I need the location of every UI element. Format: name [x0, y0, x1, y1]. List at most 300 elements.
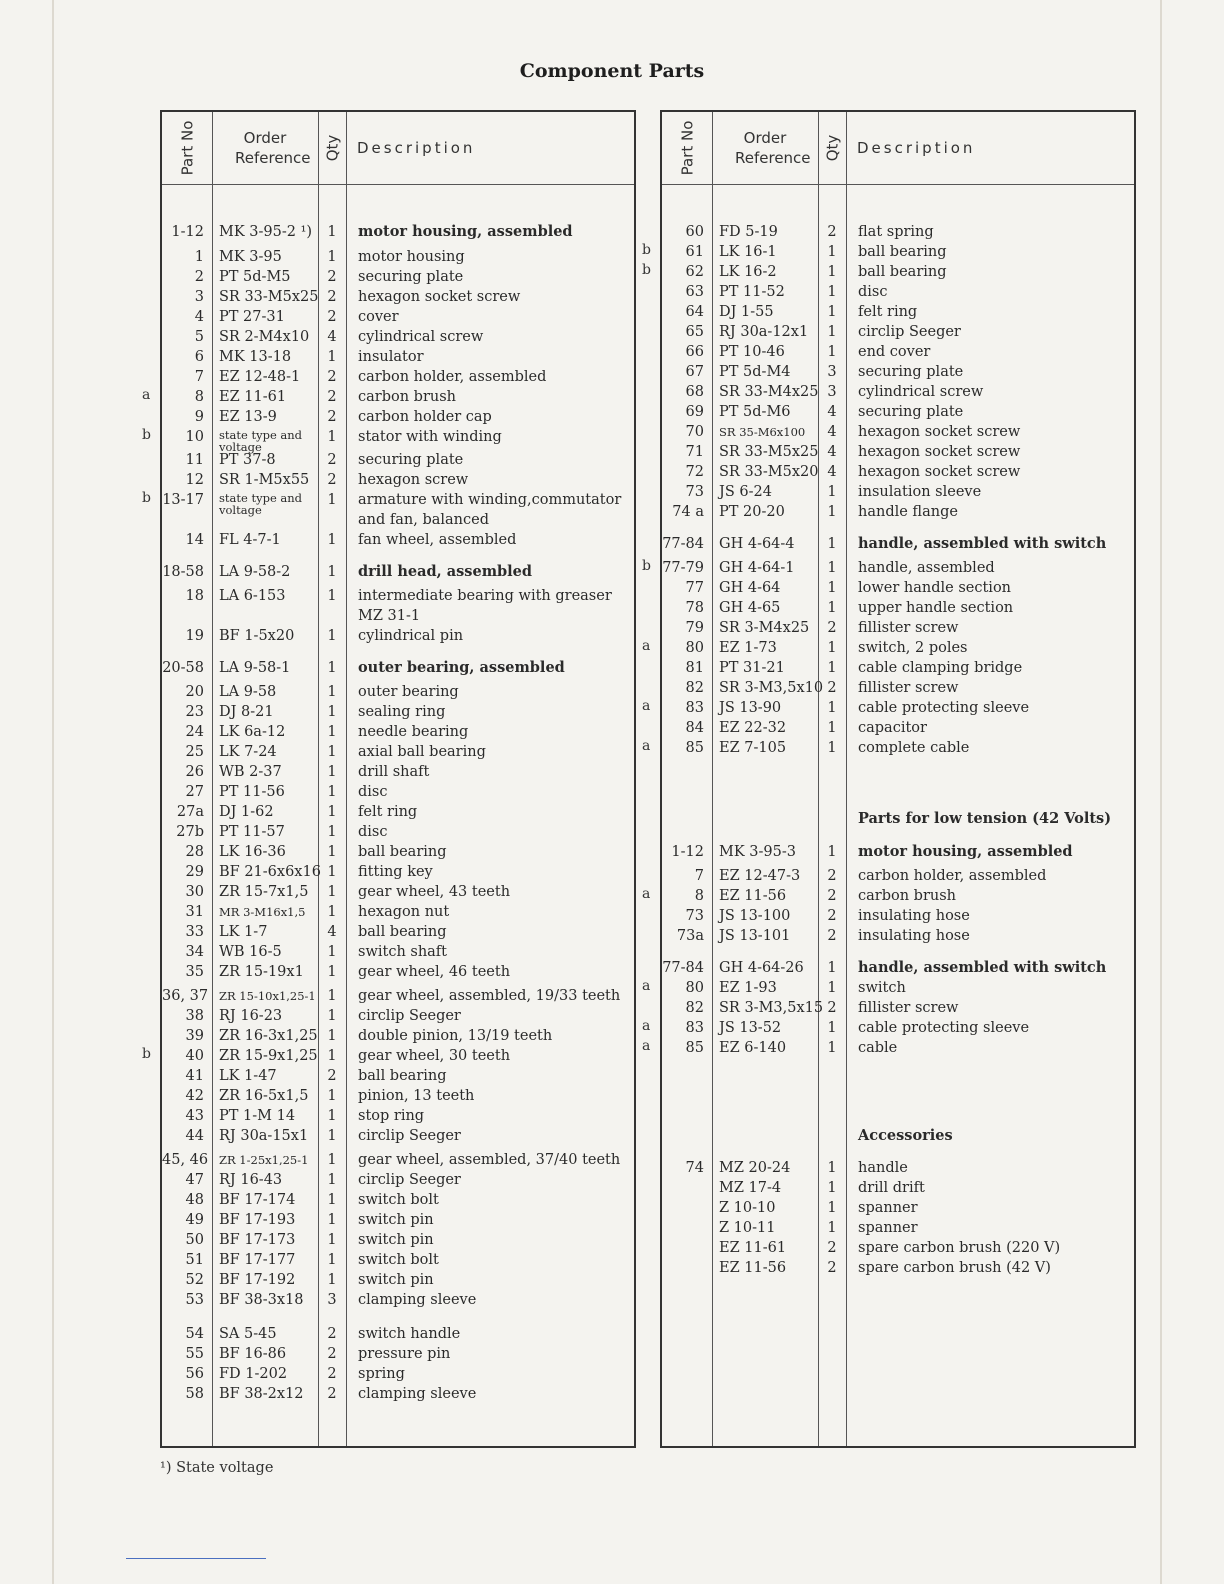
description: sealing ring	[358, 704, 446, 720]
description: end cover	[858, 344, 931, 360]
part-number: 38	[185, 1008, 204, 1024]
left-parts-row	[162, 586, 634, 624]
parts-table-left	[160, 110, 636, 1448]
order-reference: LA 9-58	[219, 684, 277, 700]
part-number: 24	[185, 724, 204, 740]
low-tension-row	[662, 958, 1134, 978]
part-number: 6	[194, 349, 204, 365]
part-number: 27a	[176, 804, 204, 820]
part-number: 9	[194, 409, 204, 425]
right-parts-row	[662, 422, 1134, 442]
part-number: 1-12	[671, 844, 704, 860]
accessory-row	[662, 1238, 1134, 1258]
quantity: 4	[327, 924, 337, 940]
part-number: 14	[185, 532, 204, 548]
description: insulating hose	[858, 928, 970, 944]
part-number: 23	[185, 704, 204, 720]
right-parts-row	[662, 598, 1134, 618]
quantity: 1	[327, 1088, 337, 1104]
order-reference: SR 1-M5x55	[219, 472, 310, 488]
description: carbon brush	[358, 389, 456, 405]
part-number: 68	[685, 384, 704, 400]
quantity: 1	[327, 1272, 337, 1288]
part-number: 81	[685, 660, 704, 676]
left-parts-row	[162, 1086, 634, 1106]
quantity: 1	[827, 640, 837, 656]
left-parts-row	[162, 427, 634, 454]
quantity: 2	[827, 1000, 837, 1016]
description: handle, assembled with switch	[858, 535, 1107, 552]
part-number: 80	[685, 980, 704, 996]
description: fillister screw	[858, 620, 959, 636]
description: axial ball bearing	[358, 744, 486, 760]
part-number: 18	[185, 588, 204, 604]
description: carbon brush	[858, 888, 956, 904]
description: switch pin	[358, 1232, 434, 1248]
left-parts-row	[162, 287, 634, 307]
part-number: 78	[685, 600, 704, 616]
part-number: 54	[185, 1326, 204, 1342]
right-parts-row	[662, 558, 1134, 578]
quantity: 1	[327, 824, 337, 840]
order-reference: PT 11-56	[219, 784, 285, 800]
quantity: 2	[327, 1366, 337, 1382]
order-reference: EZ 11-61	[719, 1240, 787, 1256]
quantity: 2	[327, 269, 337, 285]
quantity: 2	[327, 309, 337, 325]
order-reference: JS 13-52	[719, 1020, 782, 1036]
part-number: 77	[685, 580, 704, 596]
right-parts-row	[662, 382, 1134, 402]
order-reference: MK 3-95-3	[719, 844, 796, 860]
low-tension-row	[662, 886, 1134, 906]
order-reference: BF 17-193	[219, 1212, 296, 1228]
part-number: 69	[685, 404, 704, 420]
part-number: 40	[185, 1048, 204, 1064]
left-parts-row	[162, 1150, 634, 1170]
description: gear wheel, assembled, 37/40 teeth	[358, 1152, 621, 1168]
order-reference: EZ 13-9	[219, 409, 277, 425]
order-reference: LA 9-58-2	[219, 564, 291, 580]
order-reference: state type and voltage	[219, 428, 303, 454]
description: securing plate	[358, 452, 464, 468]
part-number: 30	[185, 884, 204, 900]
order-reference: SR 33-M5x20	[719, 464, 819, 480]
description: insulation sleeve	[858, 484, 982, 500]
quantity: 1	[327, 904, 337, 920]
quantity: 2	[327, 289, 337, 305]
quantity: 2	[827, 928, 837, 944]
right-parts-row	[662, 442, 1134, 462]
description: hexagon nut	[358, 904, 450, 920]
header-order-reference: Order Reference	[735, 129, 811, 167]
part-number: 2	[194, 269, 204, 285]
part-number: 27b	[176, 824, 204, 840]
description: needle bearing	[358, 724, 469, 740]
part-number: 42	[185, 1088, 204, 1104]
quantity: 2	[327, 452, 337, 468]
part-number: 79	[685, 620, 704, 636]
margin-mark: a	[642, 1038, 651, 1054]
order-reference: BF 38-3x18	[219, 1292, 304, 1308]
order-reference: GH 4-65	[719, 600, 781, 616]
description: spanner	[858, 1220, 918, 1236]
description: intermediate bearing with greaser	[358, 588, 612, 604]
part-number: 74 a	[672, 504, 704, 520]
left-parts-row	[162, 862, 634, 882]
description: cable protecting sleeve	[858, 700, 1030, 716]
description: ball bearing	[858, 244, 947, 260]
low-tension-row	[662, 842, 1134, 862]
quantity: 1	[327, 1152, 337, 1168]
description: motor housing, assembled	[358, 223, 573, 240]
description: drill head, assembled	[358, 563, 533, 580]
quantity: 1	[327, 1048, 337, 1064]
quantity: 2	[827, 620, 837, 636]
low-tension-row	[662, 1018, 1134, 1038]
right-parts-row	[662, 534, 1134, 554]
order-reference: MK 3-95	[219, 249, 282, 265]
order-reference: WB 16-5	[219, 944, 282, 960]
left-parts-row	[162, 307, 634, 327]
left-parts-row	[162, 702, 634, 722]
description: spanner	[858, 1200, 918, 1216]
left-parts-row	[162, 1210, 634, 1230]
quantity: 1	[327, 249, 337, 265]
part-number: 52	[185, 1272, 204, 1288]
quantity: 1	[827, 660, 837, 676]
order-reference: LK 16-36	[219, 844, 286, 860]
part-number: 72	[685, 464, 704, 480]
accessory-row	[662, 1258, 1134, 1278]
order-reference: JS 6-24	[719, 484, 772, 500]
order-reference: BF 1-5x20	[219, 628, 295, 644]
margin-mark: b	[142, 427, 151, 443]
part-number: 60	[685, 224, 704, 240]
description: circlip Seeger	[858, 324, 961, 340]
left-parts-row	[162, 822, 634, 842]
order-reference: LA 6-153	[219, 588, 286, 604]
description: securing plate	[858, 364, 964, 380]
quantity: 2	[827, 224, 837, 240]
page-edge-right	[1160, 0, 1162, 1584]
order-reference: BF 17-192	[219, 1272, 296, 1288]
order-reference: BF 17-173	[219, 1232, 296, 1248]
quantity: 2	[827, 1260, 837, 1276]
order-reference: EZ 12-48-1	[219, 369, 301, 385]
description: pinion, 13 teeth	[358, 1088, 475, 1104]
left-parts-row	[162, 1290, 634, 1310]
description: switch shaft	[358, 944, 448, 960]
left-parts-row	[162, 327, 634, 347]
order-reference: SR 35-M6x100	[719, 425, 806, 439]
description: felt ring	[858, 304, 918, 320]
quantity: 1	[827, 284, 837, 300]
left-parts-row	[162, 902, 634, 922]
right-parts-row	[662, 678, 1134, 698]
quantity: 2	[327, 1386, 337, 1402]
description: fillister screw	[858, 680, 959, 696]
description: upper handle section	[858, 600, 1014, 616]
description: cable	[858, 1040, 898, 1056]
quantity: 2	[327, 389, 337, 405]
description: handle	[858, 1160, 908, 1176]
left-parts-row	[162, 1344, 634, 1364]
order-reference: EZ 1-93	[719, 980, 777, 996]
order-reference: EZ 1-73	[719, 640, 777, 656]
margin-mark: a	[142, 387, 151, 403]
quantity: 3	[827, 364, 837, 380]
order-reference: FD 5-19	[719, 224, 778, 240]
part-number: 48	[185, 1192, 204, 1208]
part-number: 77-79	[662, 560, 704, 576]
description: armature with winding,commutator	[358, 492, 622, 508]
order-reference: EZ 22-32	[719, 720, 787, 736]
right-parts-row	[662, 362, 1134, 382]
header-part-no: Part No	[678, 120, 696, 176]
description: spring	[358, 1366, 405, 1382]
quantity: 1	[327, 864, 337, 880]
right-parts-row	[662, 342, 1134, 362]
left-parts-row	[162, 1106, 634, 1126]
order-reference: MK 13-18	[219, 349, 292, 365]
quantity: 1	[327, 1128, 337, 1144]
order-reference: JS 13-101	[719, 928, 791, 944]
description: gear wheel, 30 teeth	[358, 1048, 511, 1064]
order-reference: FD 1-202	[219, 1366, 288, 1382]
description: insulator	[358, 349, 424, 365]
header-qty: Qty	[822, 134, 841, 162]
order-reference: EZ 12-47-3	[719, 868, 801, 884]
order-reference: PT 1-M 14	[219, 1108, 296, 1124]
left-parts-row	[162, 222, 634, 242]
left-parts-row	[162, 942, 634, 962]
description: switch handle	[358, 1326, 461, 1342]
header-part-no: Part No	[178, 120, 196, 176]
order-reference: state type and voltage	[219, 491, 303, 517]
order-reference: MR 3-M16x1,5	[219, 905, 306, 919]
description: gear wheel, 46 teeth	[358, 964, 511, 980]
left-parts-row	[162, 490, 634, 528]
order-reference: SR 3-M4x25	[719, 620, 810, 636]
margin-mark: b	[642, 262, 651, 278]
right-parts-row	[662, 658, 1134, 678]
quantity: 2	[827, 888, 837, 904]
order-reference: SA 5-45	[219, 1326, 277, 1342]
order-reference: MZ 20-24	[719, 1160, 791, 1176]
quantity: 1	[327, 944, 337, 960]
quantity: 1	[327, 764, 337, 780]
order-reference: RJ 16-43	[219, 1172, 283, 1188]
part-number: 85	[685, 740, 704, 756]
part-number: 66	[685, 344, 704, 360]
description: flat spring	[858, 224, 934, 240]
order-reference: EZ 11-56	[719, 888, 787, 904]
part-number: 12	[185, 472, 204, 488]
description: switch	[858, 980, 906, 996]
margin-mark: a	[642, 638, 651, 654]
order-reference: PT 20-20	[719, 504, 785, 520]
quantity: 1	[827, 264, 837, 280]
right-parts-row	[662, 242, 1134, 262]
quantity: 1	[327, 1008, 337, 1024]
order-reference: PT 5d-M5	[219, 269, 291, 285]
low-tension-row	[662, 998, 1134, 1018]
part-number: 85	[685, 1040, 704, 1056]
part-number: 18-58	[162, 564, 204, 580]
part-number: 19	[185, 628, 204, 644]
description: handle, assembled with switch	[858, 959, 1107, 976]
description: cover	[358, 309, 399, 325]
header-description: Description	[357, 139, 476, 157]
quantity: 1	[827, 960, 837, 976]
quantity: 1	[827, 740, 837, 756]
quantity: 1	[827, 536, 837, 552]
part-number: 61	[685, 244, 704, 260]
description: carbon holder, assembled	[358, 369, 547, 385]
description: hexagon socket screw	[358, 289, 521, 305]
order-reference: Z 10-11	[719, 1220, 776, 1236]
part-number: 71	[685, 444, 704, 460]
right-parts-row	[662, 718, 1134, 738]
right-parts-row	[662, 698, 1134, 718]
description: cable clamping bridge	[858, 660, 1023, 676]
order-reference: LK 7-24	[219, 744, 277, 760]
quantity: 1	[327, 784, 337, 800]
part-number: 35	[185, 964, 204, 980]
part-number: 11	[185, 452, 204, 468]
part-number: 36, 37	[162, 988, 209, 1004]
right-parts-row	[662, 402, 1134, 422]
order-reference: Z 10-10	[719, 1200, 776, 1216]
left-parts-row	[162, 1126, 634, 1146]
right-parts-row	[662, 618, 1134, 638]
part-number: 31	[185, 904, 204, 920]
order-reference: BF 21-6x6x16	[219, 864, 321, 880]
description-continued: and fan, balanced	[358, 512, 489, 528]
left-parts-row	[162, 1250, 634, 1270]
left-parts-row	[162, 562, 634, 582]
order-reference: PT 5d-M4	[719, 364, 791, 380]
order-reference: EZ 11-61	[219, 389, 287, 405]
order-reference: EZ 11-56	[719, 1260, 787, 1276]
order-reference: BF 17-177	[219, 1252, 296, 1268]
description: complete cable	[858, 740, 970, 756]
part-number: 56	[185, 1366, 204, 1382]
left-parts-row	[162, 1170, 634, 1190]
left-parts-row	[162, 782, 634, 802]
part-number: 51	[185, 1252, 204, 1268]
order-reference: EZ 6-140	[719, 1040, 787, 1056]
left-parts-row	[162, 387, 634, 407]
order-reference: SR 33-M5x25	[219, 289, 319, 305]
quantity: 1	[327, 724, 337, 740]
quantity: 1	[327, 224, 337, 240]
part-number: 64	[685, 304, 704, 320]
accessories-heading: Accessories	[858, 1127, 953, 1144]
order-reference: LK 1-7	[219, 924, 268, 940]
order-reference: SR 2-M4x10	[219, 329, 310, 345]
part-number: 7	[694, 868, 704, 884]
margin-mark: b	[142, 1046, 151, 1062]
page-edge-left	[52, 0, 54, 1584]
quantity: 1	[827, 1200, 837, 1216]
quantity: 2	[827, 868, 837, 884]
description: motor housing, assembled	[858, 843, 1073, 860]
description: cylindrical pin	[358, 628, 464, 644]
left-parts-row	[162, 1364, 634, 1384]
low-tension-heading: Parts for low tension (42 Volts)	[858, 810, 1112, 827]
description: fillister screw	[858, 1000, 959, 1016]
quantity: 4	[827, 464, 837, 480]
quantity: 4	[827, 404, 837, 420]
quantity: 2	[327, 472, 337, 488]
left-parts-row	[162, 470, 634, 490]
right-parts-row	[662, 578, 1134, 598]
order-reference: EZ 7-105	[719, 740, 787, 756]
part-number: 62	[685, 264, 704, 280]
quantity: 1	[827, 560, 837, 576]
description: clamping sleeve	[358, 1386, 477, 1402]
order-reference: RJ 30a-15x1	[219, 1128, 309, 1144]
order-reference: DJ 1-62	[219, 804, 274, 820]
accessory-row	[662, 1218, 1134, 1238]
order-reference: SR 3-M3,5x15	[719, 1000, 824, 1016]
left-parts-row	[162, 962, 634, 982]
description: motor housing	[358, 249, 465, 265]
order-reference: LK 6a-12	[219, 724, 286, 740]
divider-line	[126, 1558, 266, 1559]
quantity: 1	[827, 580, 837, 596]
right-parts-row	[662, 282, 1134, 302]
right-parts-row	[662, 738, 1134, 758]
quantity: 1	[327, 744, 337, 760]
accessory-row	[662, 1198, 1134, 1218]
part-number: 55	[185, 1346, 204, 1362]
right-parts-row	[662, 462, 1134, 482]
description: carbon holder cap	[358, 409, 492, 425]
left-parts-row	[162, 682, 634, 702]
quantity: 1	[827, 720, 837, 736]
quantity: 1	[827, 324, 837, 340]
description: spare carbon brush (220 V)	[858, 1240, 1061, 1256]
quantity: 1	[327, 1232, 337, 1248]
order-reference: ZR 15-9x1,25	[219, 1048, 318, 1064]
description: switch pin	[358, 1272, 434, 1288]
left-parts-row	[162, 1066, 634, 1086]
quantity: 1	[827, 844, 837, 860]
description: disc	[858, 284, 888, 300]
order-reference: GH 4-64-26	[719, 960, 804, 976]
part-number: 41	[185, 1068, 204, 1084]
parts-table-right	[660, 110, 1136, 1448]
description: handle flange	[858, 504, 958, 520]
margin-mark: b	[642, 558, 651, 574]
description: ball bearing	[358, 924, 447, 940]
right-parts-row	[662, 502, 1134, 522]
part-number: 25	[185, 744, 204, 760]
right-parts-row	[662, 222, 1134, 242]
quantity: 1	[327, 532, 337, 548]
description: drill shaft	[358, 764, 430, 780]
order-reference: PT 11-52	[719, 284, 785, 300]
order-reference: LK 16-2	[719, 264, 777, 280]
quantity: 1	[327, 704, 337, 720]
quantity: 1	[327, 988, 337, 1004]
left-parts-row	[162, 882, 634, 902]
order-reference: ZR 15-19x1	[219, 964, 304, 980]
margin-mark: a	[642, 1018, 651, 1034]
